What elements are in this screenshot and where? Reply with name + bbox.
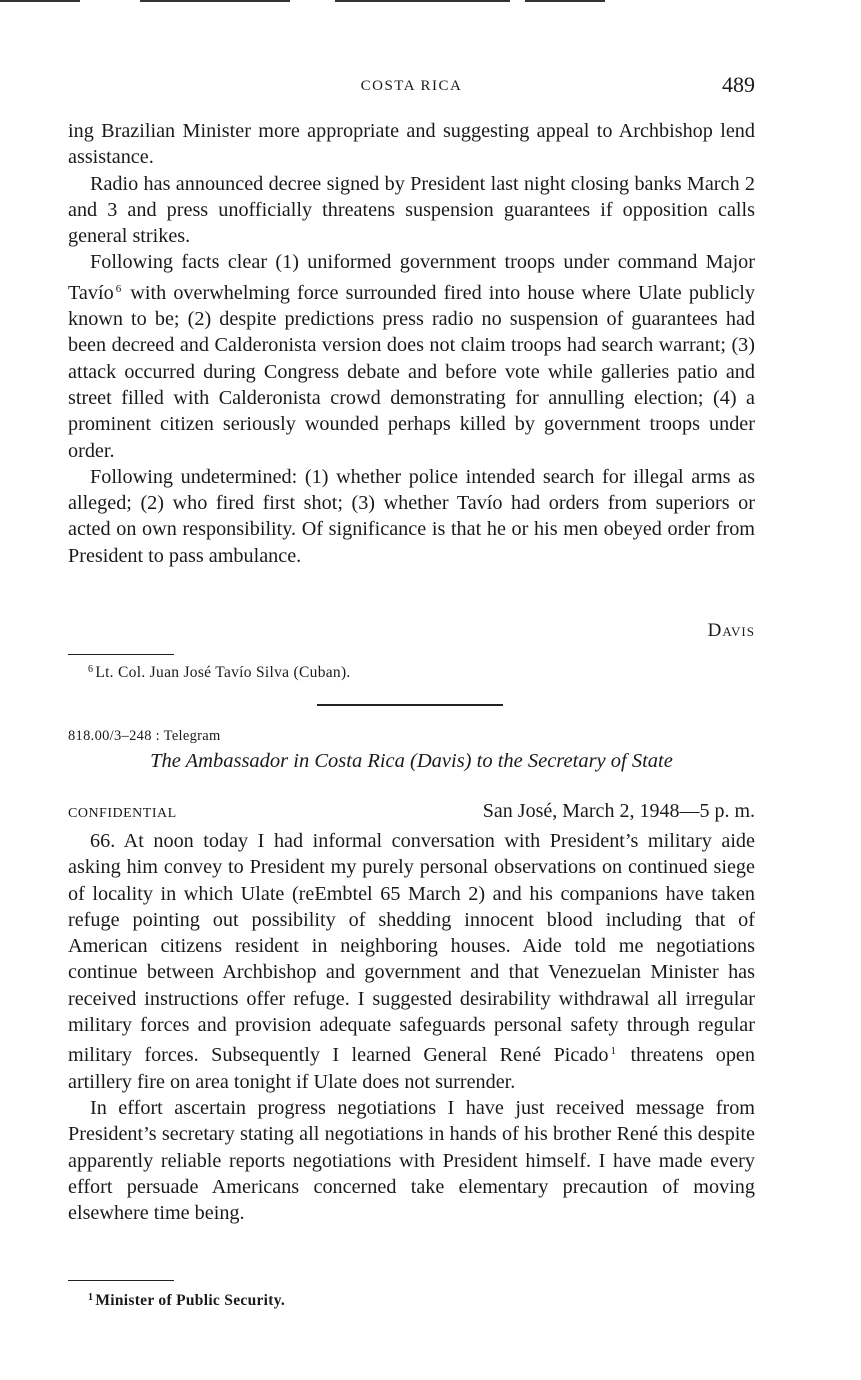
document-separator (317, 704, 503, 706)
top-edge-rule (140, 0, 290, 2)
footnote-number: 6 (88, 664, 94, 675)
classification-label: CONFIDENTIAL (68, 806, 177, 821)
paragraph: In effort ascertain progress negotiations I have just received message from President’s secretary stating all negotiations in hands of his brother René this despite apparently reliable reports negotiations with President himself. I have made every effort persuade Americans concerned take elementary precaution of moving elsewhere time being. (68, 1096, 755, 1225)
top-edge-rule (525, 0, 605, 2)
paragraph: Radio has announced decree signed by President last night closing banks March 2 and 3 and press unofficially threatens suspension guarantees if opposition calls general strikes. (68, 172, 755, 248)
paragraph-text: threatens open artillery fire on area tonight if Ulate does not surrender. (68, 1044, 755, 1093)
top-edge-rule (0, 0, 80, 2)
top-edge-rule (335, 0, 510, 2)
page-number: 489 (722, 72, 755, 97)
paragraph: ing Brazilian Minister more appropriate and suggesting appeal to Archbishop lend assistance. (68, 120, 755, 169)
footnote-reference: 1 (610, 1045, 617, 1058)
telegram-body (68, 828, 755, 1226)
paragraph-text: Following facts clear (1) uniformed government troops under command Major Tavío (68, 251, 755, 304)
running-head (68, 74, 755, 102)
signature: Davis (707, 620, 755, 641)
footnote-text: Minister of Public Security. (95, 1292, 286, 1309)
document-meta (68, 800, 755, 826)
dateline: San José, March 2, 1948—5 p. m. (482, 800, 755, 822)
telegram-continuation (68, 118, 755, 569)
paragraph (68, 249, 755, 463)
footnote-rule (68, 1280, 174, 1281)
footnote (88, 664, 351, 682)
file-reference: 818.00/3–248 : Telegram (68, 728, 221, 744)
paragraph-text: with overwhelming force surrounded fired into house where Ulate publicly known to be; (2) despite predictions press radio no suspension of guarantees had been decreed and Calderonista version does not claim troops had search warrant; (3) attack occurred during Congress debate and before vote while galleries patio and street filled with Calderonista crowd demonstrating for annulling election; (4) a prominent citizen seriously wounded perhaps killed by government troops under order. (68, 281, 755, 462)
footnote-rule (68, 654, 174, 655)
document-heading: The Ambassador in Costa Rica (Davis) to the Secretary of State (150, 750, 673, 772)
footnote-reference: 6 (115, 282, 122, 295)
running-title: COSTA RICA (360, 78, 463, 94)
footnote-text: Lt. Col. Juan José Tavío Silva (Cuban). (95, 664, 351, 681)
paragraph-text: 66. At noon today I had informal conversation with President’s military aide asking him convey to President my purely personal observations on continued siege of locality in which Ulate (reEmbtel 65 March 2) and his companions have taken refuge pointing out possibility of shedding innocent blood including that of American citizens resident in neighboring houses. Aide told me negotiations continue between Archbishop and government and that Venezuelan Minister has received instructions offer refuge. I suggested desirability withdrawal all irregular military forces and provision adequate safeguards personal safety through regular military forces. Subsequently I learned General René Picado (68, 830, 755, 1067)
footnote-number: 1 (88, 1292, 94, 1303)
paragraph: Following undetermined: (1) whether police intended search for illegal arms as alleged; (2) who fired first shot; (3) whether Tavío had orders from superiors or acted on own responsibility. Of significance is that he or his men obeyed order from President to pass ambulance. (68, 465, 755, 567)
footnote (88, 1292, 285, 1310)
paragraph (68, 828, 755, 1095)
